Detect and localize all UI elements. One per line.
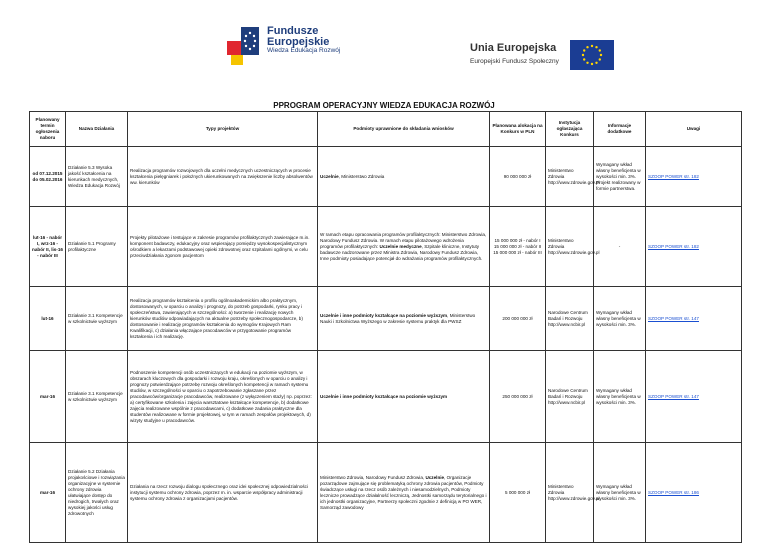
cell-allocation: 90 000 000 zł	[490, 147, 546, 207]
cell-institution: Ministerstwo Zdrowia http://www.zdrowie.gov.pl	[546, 207, 594, 287]
header-entities: Podmioty uprawnione do składania wniosków	[318, 112, 490, 147]
cell-projects: Działania na rzecz rozwoju dialogu społecznego oraz idei społecznej odpowiedzialności instytucji systemu ochrony zdrowia, poprzez m. in. wsparcie współpracy administracji systemu ochrony zdrowia z organizacjami pacjentów.	[128, 443, 318, 543]
entities-bold: Uczelnie medyczne	[379, 243, 422, 249]
cell-term: mar-16	[30, 443, 66, 543]
header-institution: Instytucja ogłaszająca Konkurs	[546, 112, 594, 147]
entities-bold: Uczelnie i inne podmioty kształcące na poziomie wyższym	[320, 393, 448, 399]
cell-allocation: 5 000 000 zł	[490, 443, 546, 543]
cell-action: Działanie 3.1 Kompetencje w szkolnictwie wyższym	[66, 351, 128, 443]
fundusze-europejskie-mark-icon	[225, 21, 263, 71]
eu-star-icon	[591, 45, 593, 47]
header-notes: Uwagi	[646, 112, 742, 147]
cell-notes-link[interactable]: SZOOP POWER str. 186	[646, 443, 742, 543]
cell-info: -	[594, 207, 646, 287]
fe-logo-line2: Europejskie	[267, 36, 330, 48]
cell-info: Wymagany wkład własny beneficjenta w wysokości min. 3%. Projekt realizowany w formie partnerstwa.	[594, 147, 646, 207]
cell-institution: Ministerstwo Zdrowia http://www.zdrowie.gov.pl	[546, 443, 594, 543]
entities-bold: Uczelnie	[425, 474, 445, 480]
cell-entities	[318, 443, 490, 543]
cell-projects: Realizacja programów rozwojowych dla uczelni medycznych uczestniczących w procesie kształcenia pielęgniarek i położnych ukierunkowanych na zwiększenie liczby absolwentów ww. kierunków	[128, 147, 318, 207]
cell-projects: Projekty pilotażowe i testujące w zakresie programów profilaktycznych zawierające m.in. komponent badawczy, edukacyjny oraz wspierający pomiędzy wysokospecjalistycznym ośrodkiem a lekarzami podstawowej opieki zdrowotnej oraz szpitalami ogólnymi, w celu przeciwdziałania zgonom pacjentom	[128, 207, 318, 287]
entities-pre: Ministerstwo Zdrowia, Narodowy Fundusz Zdrowia,	[320, 474, 426, 480]
cell-notes-link[interactable]: SZOOP POWER str. 147	[646, 351, 742, 443]
eu-star-icon	[583, 49, 585, 51]
cell-term: mar-16	[30, 351, 66, 443]
eu-star-icon	[582, 54, 584, 56]
cell-projects: Realizacja programów kształcenia o profilu ogólnoakademickim albo praktycznym, dostosowanych, w oparciu o analizy i prognozy, do potrzeb gospodarki, rynku pracy i społeczeństwa, zawierających w szczególności: a) tworzenie i realizację nowych kierunków studiów odpowiadających na aktualne potrzeby społecznogospodarcze, b) dostosowanie i realizację programów kształcenia do wymogów Krajowych Ram Kwalifikacji, c) działania włączające pracodawców w przygotowanie programów kształcenia i ich realizację.	[128, 287, 318, 351]
unia-europejska-logo	[470, 40, 615, 85]
cell-info: Wymagany wkład własny beneficjenta w wysokości min. 3%.	[594, 287, 646, 351]
eu-star-icon	[595, 62, 597, 64]
table-row	[30, 287, 742, 351]
table-row	[30, 207, 742, 287]
eu-star-icon	[591, 63, 593, 65]
cell-info: Wymagany wkład własny beneficjenta w wysokości min. 3%.	[594, 351, 646, 443]
cell-action: Działanie 5.1 Programy profilaktyczne	[66, 207, 128, 287]
cell-term: lut-16	[30, 287, 66, 351]
eu-star-icon	[586, 46, 588, 48]
cell-action: Działanie 3.1 Kompetencje w szkolnictwie wyższym	[66, 287, 128, 351]
page-title: PPROGRAM OPERACYJNY WIEDZA EDUKACJA ROZWÓJ	[273, 101, 495, 110]
header-info: Informacje dodatkowe	[594, 112, 646, 147]
header-projects: Typy projektów	[128, 112, 318, 147]
eu-star-icon	[586, 62, 588, 64]
eu-star-icon	[583, 58, 585, 60]
fundusze-europejskie-logo	[225, 18, 355, 88]
fe-logo-name	[267, 26, 329, 48]
table-row	[30, 351, 742, 443]
cell-projects: Podnoszenie kompetencji osób uczestniczących w edukacji na poziomie wyższym, w obszarach kluczowych dla gospodarki i rozwoju kraju, określonych w oparciu o analizy i prognozy potwierdzające potrzebę rozwoju określonych kompetencji w ramach systemu studiów, w szczególności w oparciu o zapotrzebowanie zgłaszane przez pracodawców/organizacje pracodawców, realizowane (z wyłączeniem staży) np. poprzez: a) certyfikowane szkolenia i zajęcia warsztatowe kształcące kompetencje, b) dodatkowe zajęcia realizowane wspólnie z pracodawcami, c) dodatkowe zadania praktyczne dla studentów realizowane w formie projektowej, w tym w ramach zespołów projektowych, d) wizyty studyjne u pracodawców.	[128, 351, 318, 443]
ue-logo-subtitle: Europejski Fundusz Społeczny	[470, 58, 559, 65]
eu-star-icon	[595, 46, 597, 48]
entities-bold: Uczelnie i inne podmioty kształcące na poziomie wyższym	[320, 312, 448, 318]
eu-star-icon	[599, 49, 601, 51]
eu-star-icon	[600, 54, 602, 56]
entities-rest: , Ministerstwo Zdrowia	[338, 173, 385, 179]
cell-institution: Narodowe Centrum Badań i Rozwoju http://www.ncbir.pl	[546, 351, 594, 443]
cell-action: Działanie 5.2 Działania projakościowe i rozwiązania organizacyjne w systemie ochrony zdrowia ułatwiające dostęp do niedrogich, trwałych oraz wysokiej jakości usług zdrowotnych	[66, 443, 128, 543]
cell-allocation: 250 000 000 zł	[490, 351, 546, 443]
cell-entities	[318, 207, 490, 287]
eu-star-icon	[599, 58, 601, 60]
entities-rest: , Ministerstwo Nauki i Szkolnictwa Wyższego w zakresie systemu praktyk dla PWSZ	[320, 312, 476, 324]
cell-info: Wymagany wkład własny beneficjenta w wysokości min. 3%.	[594, 443, 646, 543]
cell-term: od 07.12.2015 do 05.02.2016	[30, 147, 66, 207]
table-header-row	[30, 112, 742, 147]
cell-action: Działanie 5.3 Wysoka jakość kształcenia na kierunkach medycznych, Wiedza Edukacja Rozwój	[66, 147, 128, 207]
entities-bold: Uczelnie	[320, 173, 339, 179]
entities-pre: W ramach etapu opracowania programów profilaktycznych: Ministerstwo Zdrowia, Narodowy Fundusz Zdrowia. W ramach etapu pilotażowego wdrożenia programów profilaktycznych:	[320, 231, 487, 249]
fe-logo-line1: Fundusze	[267, 25, 319, 37]
cell-term: lut-16 - nabór I, wrz-16 - nabór II, lis-16 - nabór III	[30, 207, 66, 287]
fe-logo-subtitle: Wiedza Edukacja Rozwój	[267, 47, 341, 54]
cell-allocation: 15 000 000 zł - nabór I 15 000 000 zł - nabór II 15 000 000 zł - nabór III	[490, 207, 546, 287]
header-action: Nazwa Działania	[66, 112, 128, 147]
table-row	[30, 443, 742, 543]
header-term: Planowany termin ogłoszenia naboru	[30, 112, 66, 147]
eu-flag-icon	[570, 40, 614, 70]
cell-entities	[318, 147, 490, 207]
program-table	[29, 111, 742, 543]
header-allocation: Planowana alokacja na Konkurs w PLN	[490, 112, 546, 147]
cell-notes-link[interactable]: SZOOP POWER str. 147	[646, 287, 742, 351]
cell-notes-link[interactable]: SZOOP POWER str. 182	[646, 207, 742, 287]
cell-institution: Ministerstwo Zdrowia http://www.zdrowie.gov.pl	[546, 147, 594, 207]
cell-allocation: 200 000 000 zł	[490, 287, 546, 351]
cell-institution: Narodowe Centrum Badań i Rozwoju http://www.ncbir.pl	[546, 287, 594, 351]
cell-entities	[318, 287, 490, 351]
table-row	[30, 147, 742, 207]
logos-header	[0, 0, 768, 95]
entities-rest: , Organizacje pozarządowe zajmujące się problematyką ochrony zdrowia pacjentów, Podmioty świadczące usługi na rzecz osób zależnych i niesamodzielnych, Podmioty lecznicze prowadzące działalność leczniczą, Jednostki samorządu terytorialnego i ich jednostki organizacyjne, Partnerzy społeczni zgodnie z definicją w PO WER, Samorząd zawodowy	[320, 474, 487, 510]
cell-entities	[318, 351, 490, 443]
ue-logo-name: Unia Europejska	[470, 42, 557, 54]
entities-rest: , Szpitale kliniczne, Instytuty badawcze nadzorowane przez Ministra Zdrowia, Narodowy Fundusz Zdrowia, Inne podmioty posiadające potencjał do wdrażania programów profilaktycznych.	[320, 243, 483, 261]
cell-notes-link[interactable]: SZOOP POWER str. 182	[646, 147, 742, 207]
